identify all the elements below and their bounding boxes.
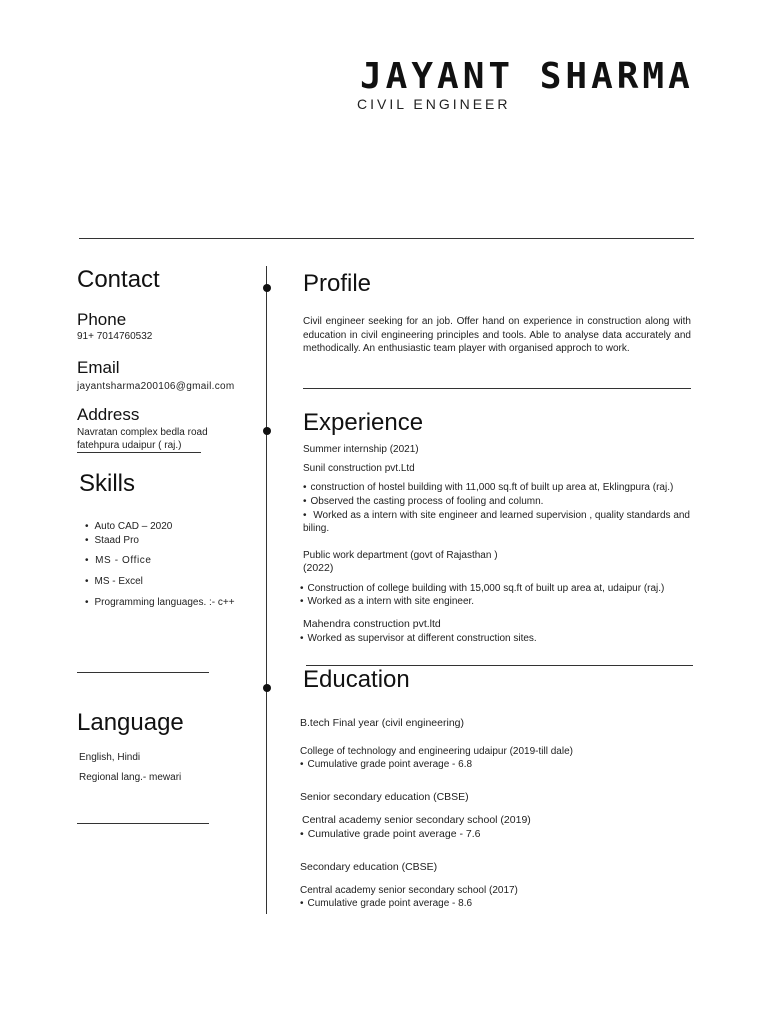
education-title: Senior secondary education (CBSE) [300, 791, 469, 803]
language-item: English, Hindi [79, 752, 141, 763]
education-title: B.tech Final year (civil engineering) [300, 717, 464, 729]
timeline-line [266, 266, 267, 914]
phone-label: Phone [77, 310, 127, 329]
skills-divider [77, 672, 209, 673]
job-company: Mahendra construction pvt.ltd [303, 618, 441, 630]
job-point: • Worked as a intern with site engineer and learned supervision , quality standards and biling. [303, 509, 691, 535]
skill-item: • MS - Office [85, 555, 152, 566]
header-divider [79, 238, 694, 239]
job-point: • Worked as a intern with site engineer. [300, 596, 474, 607]
education-grade: • Cumulative grade point average - 8.6 [300, 898, 472, 909]
email-label: Email [77, 358, 120, 377]
address-underline [77, 452, 201, 453]
candidate-role: CIVIL ENGINEER [357, 96, 511, 112]
job-year: (2022) [303, 562, 334, 574]
job-point: • Observed the casting process of fooling and column. [303, 496, 543, 507]
address-line-1: Navratan complex bedla road [77, 427, 208, 438]
phone-value: 91+ 7014760532 [77, 331, 153, 342]
education-grade: • Cumulative grade point average - 6.8 [300, 759, 472, 770]
education-title: Secondary education (CBSE) [300, 861, 438, 873]
email-value: jayantsharma200106@gmail.com [77, 381, 235, 392]
profile-heading: Profile [303, 270, 372, 297]
education-grade: • Cumulative grade point average - 7.6 [300, 828, 480, 840]
job-point: • construction of hostel building with 11,000 sq.ft of built up area at, Eklingpura (raj.) [303, 482, 673, 493]
skills-heading: Skills [79, 470, 136, 497]
skill-item: • Staad Pro [85, 535, 139, 546]
job-company: Sunil construction pvt.Ltd [303, 463, 415, 474]
address-label: Address [77, 405, 140, 424]
candidate-name: JAYANT SHARMA [360, 56, 694, 97]
profile-divider [303, 388, 691, 389]
skill-item: • MS - Excel [85, 576, 143, 587]
timeline-dot-profile [263, 284, 271, 292]
timeline-dot-education [263, 684, 271, 692]
job-point: • Worked as supervisor at different construction sites. [300, 633, 537, 644]
language-heading: Language [77, 709, 184, 736]
language-item: Regional lang.- mewari [79, 772, 182, 783]
job-company: Public work department (govt of Rajasthan ) [303, 550, 498, 561]
skill-item: • Auto CAD – 2020 [85, 521, 172, 532]
skill-item: • Programming languages. :- c++ [85, 597, 235, 608]
job-point: • Construction of college building with 15,000 sq.ft of built up area at, udaipur (raj.) [300, 583, 664, 594]
experience-heading: Experience [303, 409, 424, 436]
address-line-2: fatehpura udaipur ( raj.) [77, 440, 182, 451]
education-heading: Education [303, 666, 410, 693]
profile-text: Civil engineer seeking for an job. Offer hand on experience in construction along with education in civil engineering principles and tools. Able to analyse data accurately and methodically. An enthusiastic team player with organised approch to work. [303, 316, 691, 354]
education-school: College of technology and engineering udaipur (2019-till dale) [300, 746, 573, 757]
contact-heading: Contact [77, 266, 160, 293]
education-school: Central academy senior secondary school (2017) [300, 885, 518, 896]
job-title: Summer internship (2021) [303, 444, 419, 455]
education-school: Central academy senior secondary school (2019) [302, 814, 531, 826]
timeline-dot-experience [263, 427, 271, 435]
language-divider [77, 823, 209, 824]
